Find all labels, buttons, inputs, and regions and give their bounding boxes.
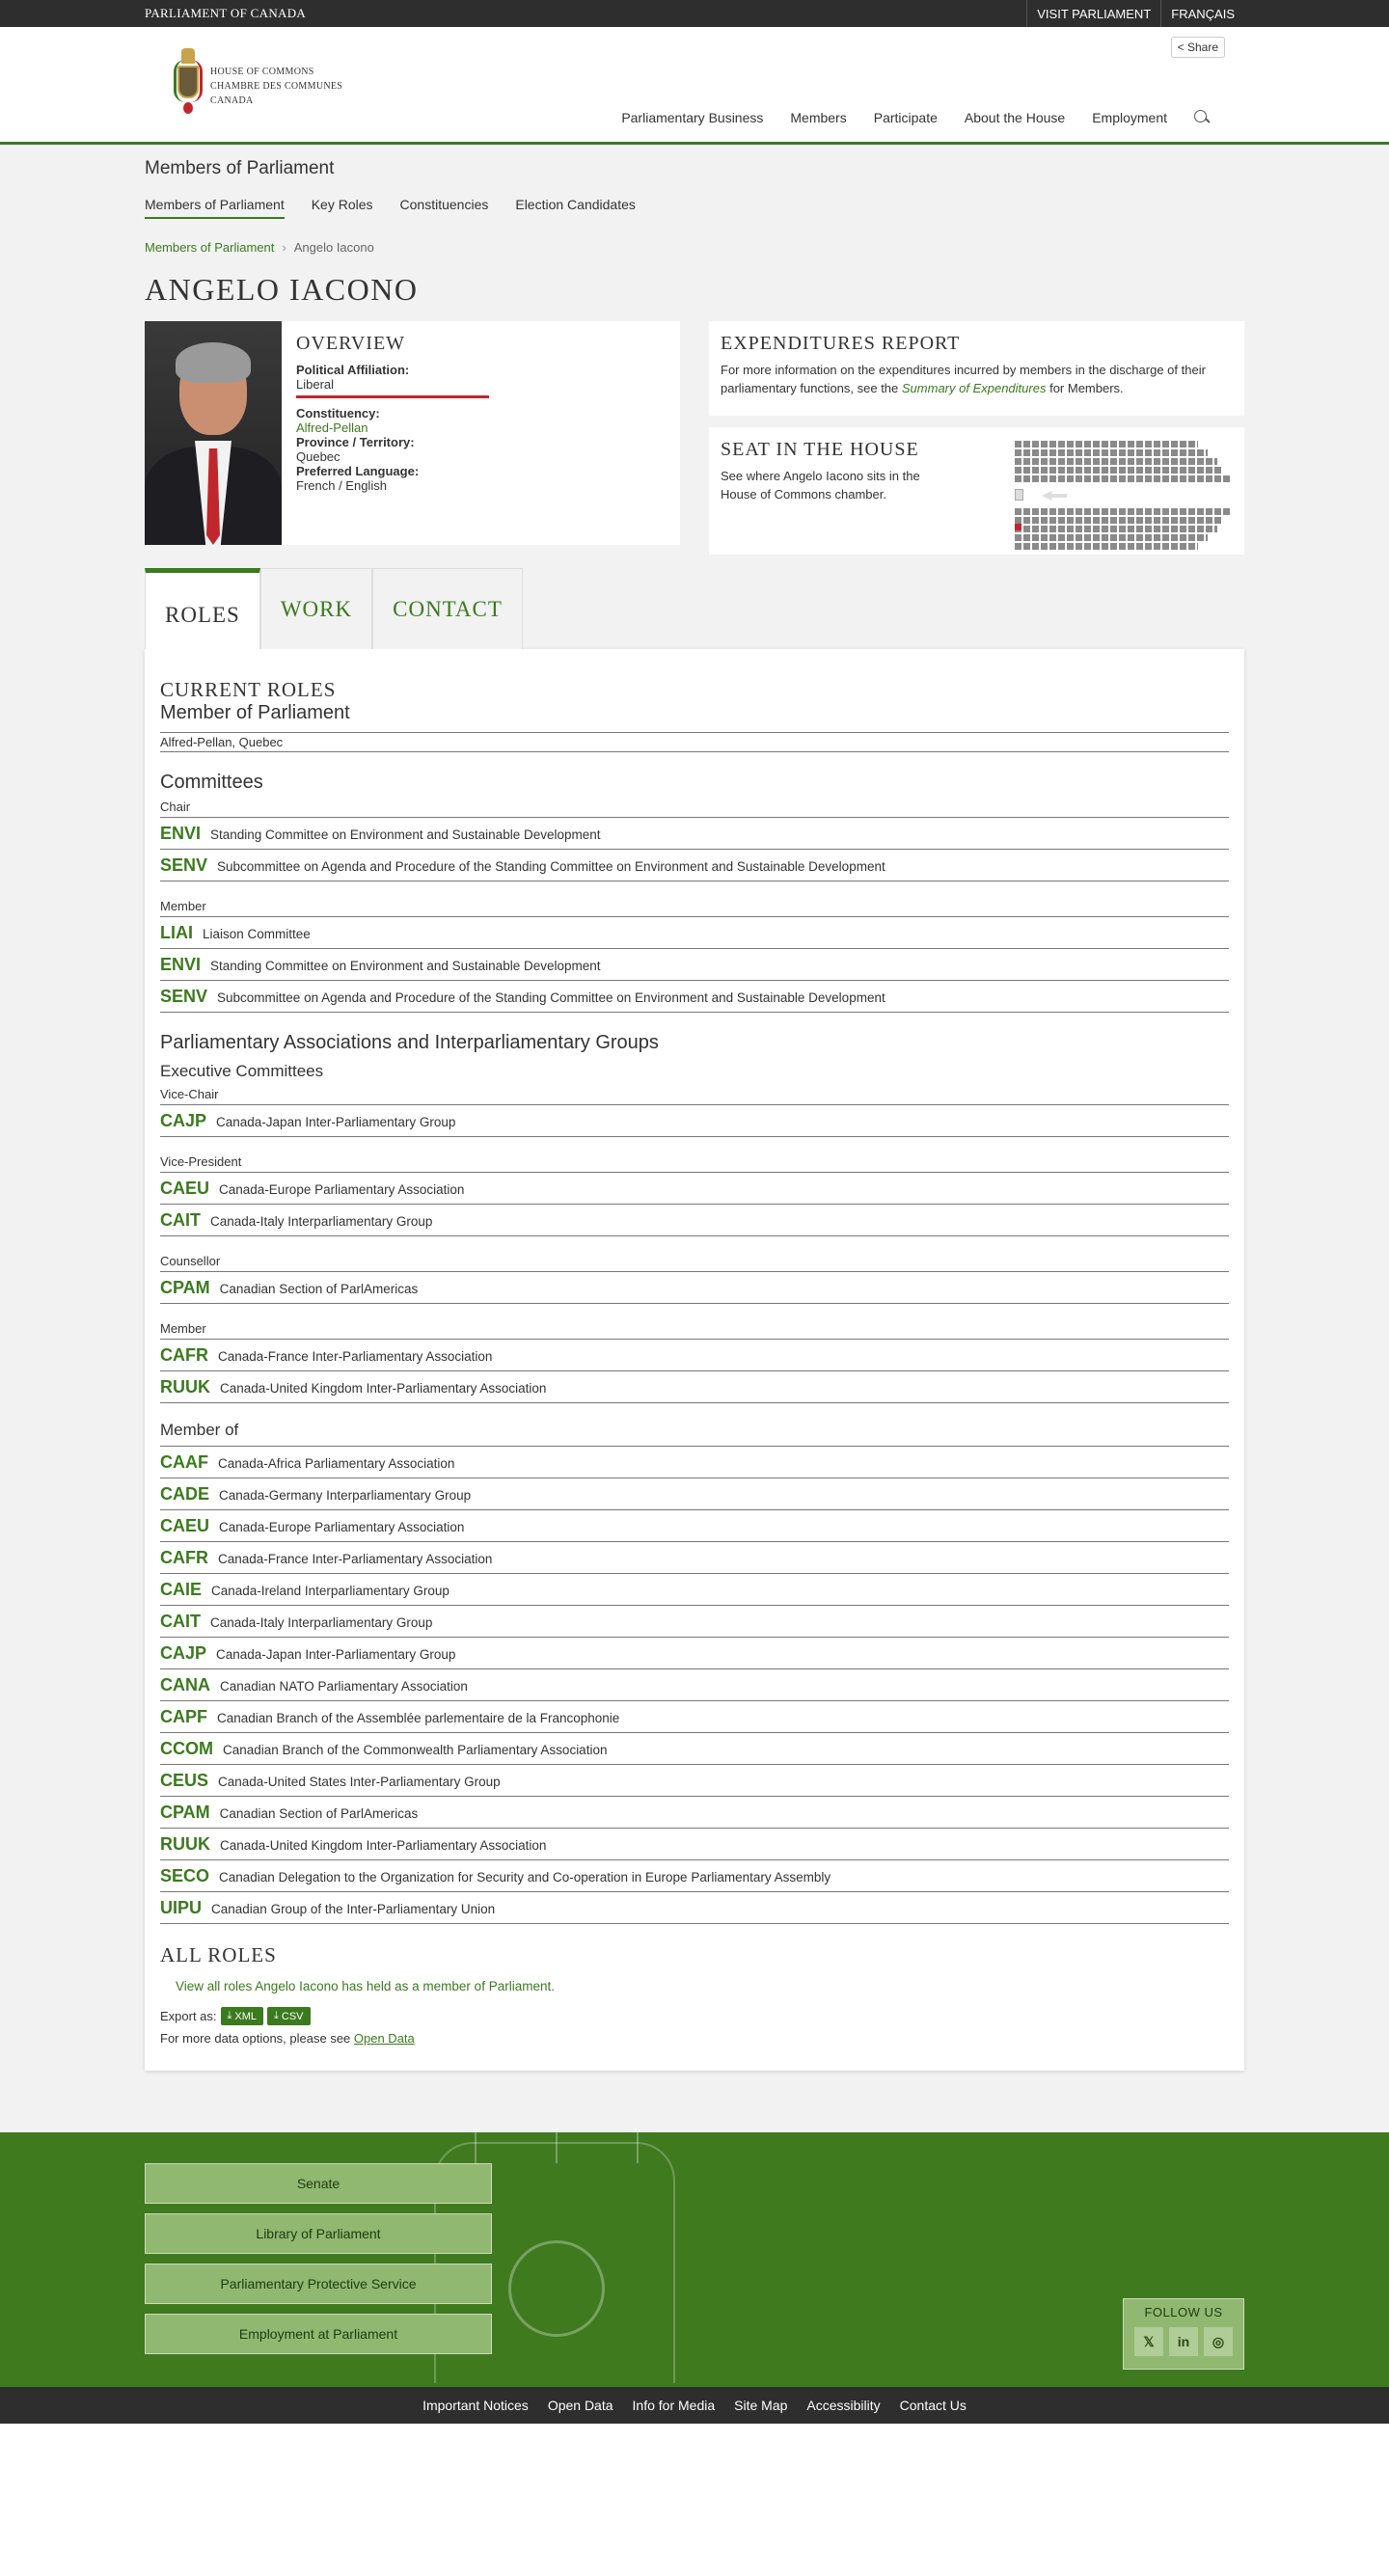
- role-code[interactable]: CAEU: [160, 1516, 210, 1535]
- download-icon: ⤓: [227, 2010, 232, 2021]
- visit-parliament-link[interactable]: VISIT PARLIAMENT: [1026, 0, 1160, 27]
- role-description: Canadian Delegation to the Organization for Security and Co-operation in Europe Parliamentary Assembly: [219, 1870, 831, 1885]
- role-description: Liaison Committee: [203, 927, 311, 941]
- member-seat-marker: [1015, 524, 1021, 530]
- role-description: Canada-United Kingdom Inter-Parliamentary Association: [220, 1381, 547, 1396]
- member-of-list: [160, 1447, 1229, 1924]
- footer-links: [0, 2387, 1389, 2424]
- subtab-key-roles[interactable]: Key Roles: [311, 197, 373, 212]
- role-description: Canada-France Inter-Parliamentary Association: [218, 1349, 493, 1364]
- role-item[interactable]: [160, 981, 1229, 1013]
- role-description: Canada-Germany Interparliamentary Group: [219, 1488, 472, 1503]
- role-item[interactable]: [160, 1892, 1229, 1924]
- mp-title: Member of Parliament: [160, 702, 350, 723]
- download-icon: ⤓: [274, 2010, 279, 2021]
- footer-library-button[interactable]: Library of Parliament: [145, 2213, 492, 2254]
- role-description: Canada-Japan Inter-Parliamentary Group: [216, 1115, 456, 1129]
- role-item[interactable]: [160, 1173, 1229, 1205]
- role-item[interactable]: [160, 1860, 1229, 1892]
- seat-card: [709, 427, 1244, 555]
- role-description: Subcommittee on Agenda and Procedure of the Standing Committee on Environment and Sustainable Development: [217, 859, 885, 874]
- tab-roles[interactable]: ROLES: [145, 568, 260, 649]
- x-icon[interactable]: 𝕏: [1134, 2327, 1163, 2356]
- expenditures-text: For more information on the expenditures incurred by members in the discharge of their parliamentary functions, see the Summary of Expenditures for Members.: [721, 363, 1206, 395]
- mp-riding-row: Alfred-Pellan, Quebec: [160, 733, 1229, 752]
- nav-participate[interactable]: Participate: [873, 110, 938, 125]
- subtab-election-candidates[interactable]: Election Candidates: [515, 197, 636, 212]
- roles-panel: [145, 649, 1244, 2071]
- role-description: Canadian Branch of the Commonwealth Parliamentary Association: [223, 1743, 608, 1757]
- role-item[interactable]: [160, 1701, 1229, 1733]
- role-description: Canada-Africa Parliamentary Association: [218, 1456, 455, 1471]
- footer-link-open-data[interactable]: Open Data: [547, 2398, 613, 2413]
- member-name: ANGELO IACONO: [145, 272, 419, 307]
- logo-text: HOUSE OF COMMONS CHAMBRE DES COMMUNES CANADA: [210, 66, 343, 106]
- role-code[interactable]: CAFR: [160, 1548, 208, 1567]
- role-group-label: Counsellor: [160, 1254, 1229, 1272]
- language-label: Preferred Language:: [296, 464, 420, 478]
- role-code[interactable]: CAIT: [160, 1612, 201, 1631]
- role-item[interactable]: [160, 1205, 1229, 1236]
- role-code[interactable]: RUUK: [160, 1377, 210, 1396]
- role-code[interactable]: UIPU: [160, 1898, 203, 1917]
- subtab-constituencies[interactable]: Constituencies: [399, 197, 489, 212]
- role-item[interactable]: [160, 1510, 1229, 1542]
- open-data-link[interactable]: Open Data: [353, 2031, 415, 2046]
- section-title: Members of Parliament: [145, 158, 335, 178]
- role-description: Canada-Europe Parliamentary Association: [219, 1182, 465, 1197]
- role-item[interactable]: [160, 1606, 1229, 1638]
- role-description: Standing Committee on Environment and Sustainable Development: [210, 827, 601, 842]
- export-label: Export as:: [160, 2009, 217, 2023]
- committees-title: Committees: [160, 772, 263, 793]
- nav-employment[interactable]: Employment: [1092, 110, 1167, 125]
- role-description: Canada-Ireland Interparliamentary Group: [211, 1584, 449, 1598]
- constituency-label: Constituency:: [296, 406, 380, 420]
- role-description: Canada-Japan Inter-Parliamentary Group: [216, 1647, 456, 1662]
- role-code[interactable]: CANA: [160, 1675, 210, 1695]
- role-code[interactable]: RUUK: [160, 1834, 210, 1854]
- role-code[interactable]: CEUS: [160, 1771, 209, 1790]
- role-item[interactable]: [160, 1669, 1229, 1701]
- nav-members[interactable]: Members: [790, 110, 847, 125]
- overview-title: OVERVIEW: [296, 333, 406, 354]
- seat-text: See where Angelo Iacono sits in the House of Commons chamber.: [721, 469, 920, 502]
- province-label: Province / Territory:: [296, 435, 415, 449]
- expenditures-card: [709, 321, 1244, 416]
- role-code[interactable]: CAIT: [160, 1210, 201, 1230]
- role-item[interactable]: [160, 818, 1229, 850]
- constituency-link[interactable]: Alfred-Pellan: [296, 420, 368, 435]
- footer-link-accessibility[interactable]: Accessibility: [806, 2398, 881, 2413]
- role-item[interactable]: [160, 1478, 1229, 1510]
- chevron-right-icon: ›: [282, 240, 286, 255]
- role-group-label: Member: [160, 1321, 1229, 1340]
- role-group-label: Member: [160, 899, 1229, 917]
- party-color-bar: [296, 395, 489, 398]
- role-code[interactable]: SENV: [160, 987, 208, 1006]
- role-item[interactable]: [160, 1733, 1229, 1765]
- role-code[interactable]: CAFR: [160, 1345, 208, 1365]
- role-code[interactable]: CAPF: [160, 1707, 207, 1726]
- associations-title: Parliamentary Associations and Interparliamentary Groups: [160, 1032, 659, 1053]
- francais-link[interactable]: FRANÇAIS: [1160, 0, 1244, 27]
- role-code[interactable]: CPAM: [160, 1803, 210, 1822]
- role-code[interactable]: CAEU: [160, 1179, 210, 1198]
- section-subnav: [0, 145, 1389, 223]
- affiliation-value: Liberal: [296, 377, 335, 392]
- footer-protective-service-button[interactable]: Parliamentary Protective Service: [145, 2264, 492, 2304]
- breadcrumb-current: Angelo Iacono: [293, 240, 374, 255]
- role-code[interactable]: SECO: [160, 1866, 210, 1885]
- footer-link-info-for-media[interactable]: Info for Media: [632, 2398, 716, 2413]
- share-button[interactable]: < Share: [1171, 37, 1225, 58]
- role-description: Canadian Section of ParlAmericas: [219, 1282, 419, 1296]
- nav-parliamentary-business[interactable]: Parliamentary Business: [621, 110, 764, 125]
- role-description: Canada-United Kingdom Inter-Parliamentary Association: [220, 1838, 547, 1853]
- role-item[interactable]: [160, 1574, 1229, 1606]
- role-description: Canada-France Inter-Parliamentary Association: [218, 1552, 493, 1566]
- role-item[interactable]: [160, 1542, 1229, 1574]
- footer-employment-button[interactable]: Employment at Parliament: [145, 2314, 492, 2354]
- role-group-label: Vice-President: [160, 1154, 1229, 1173]
- instagram-icon[interactable]: ◎: [1204, 2327, 1233, 2356]
- profile-tabs: [145, 568, 1244, 649]
- summary-of-expenditures-link[interactable]: Summary of Expenditures: [901, 381, 1047, 395]
- share-icon: <: [1177, 41, 1185, 54]
- role-description: Canadian NATO Parliamentary Association: [220, 1679, 468, 1694]
- tab-work[interactable]: WORK: [260, 568, 372, 649]
- role-item[interactable]: [160, 949, 1229, 981]
- role-description: Canada-Italy Interparliamentary Group: [210, 1214, 433, 1229]
- footer-link-important-notices[interactable]: Important Notices: [422, 2398, 529, 2413]
- footer: [0, 2132, 1389, 2387]
- role-description: Canadian Group of the Inter-Parliamentary Union: [211, 1902, 496, 1916]
- top-bar: [0, 0, 1389, 27]
- role-item[interactable]: [160, 1638, 1229, 1669]
- role-item[interactable]: [160, 917, 1229, 949]
- role-code[interactable]: CAJP: [160, 1643, 207, 1663]
- role-item[interactable]: [160, 1797, 1229, 1829]
- linkedin-icon[interactable]: in: [1169, 2327, 1198, 2356]
- role-description: Canada-Italy Interparliamentary Group: [210, 1615, 433, 1630]
- main-content: [0, 223, 1389, 2132]
- search-icon[interactable]: [1194, 110, 1210, 125]
- speaker-chair-icon: [1015, 489, 1023, 501]
- nav-about-the-house[interactable]: About the House: [964, 110, 1066, 125]
- role-item[interactable]: [160, 1272, 1229, 1304]
- role-description: Canadian Section of ParlAmericas: [219, 1806, 419, 1821]
- member-of-title: Member of: [160, 1421, 1229, 1447]
- executive-groups: [160, 1087, 1229, 1403]
- role-code[interactable]: CAIE: [160, 1580, 203, 1599]
- follow-us-label: FOLLOW US: [1144, 2305, 1223, 2319]
- role-description: Standing Committee on Environment and Sustainable Development: [210, 959, 601, 973]
- breadcrumb-members-link[interactable]: Members of Parliament: [145, 240, 275, 255]
- role-code[interactable]: ENVI: [160, 824, 202, 843]
- site-title[interactable]: PARLIAMENT OF CANADA: [145, 6, 307, 20]
- role-code[interactable]: CAAF: [160, 1452, 208, 1472]
- role-item[interactable]: [160, 1105, 1229, 1137]
- breadcrumb: [145, 223, 1244, 255]
- affiliation-label: Political Affiliation:: [296, 363, 410, 377]
- role-item[interactable]: [160, 1447, 1229, 1478]
- role-description: Canadian Branch of the Assemblée parlementaire de la Francophonie: [217, 1711, 620, 1725]
- role-item[interactable]: [160, 1371, 1229, 1403]
- seating-chart[interactable]: [1015, 441, 1233, 551]
- tab-contact[interactable]: CONTACT: [372, 568, 523, 649]
- role-code[interactable]: CPAM: [160, 1278, 210, 1297]
- export-csv-button[interactable]: ⤓ CSV: [267, 2007, 311, 2025]
- current-roles-title: CURRENT ROLES: [160, 678, 337, 701]
- role-code[interactable]: CAJP: [160, 1111, 207, 1130]
- house-of-commons-logo[interactable]: [174, 42, 342, 129]
- role-item[interactable]: [160, 850, 1229, 881]
- export-row: [160, 2007, 1229, 2025]
- role-description: Subcommittee on Agenda and Procedure of the Standing Committee on Environment and Sustainable Development: [217, 990, 885, 1005]
- role-code[interactable]: SENV: [160, 855, 208, 875]
- committee-groups: [160, 800, 1229, 1013]
- all-roles-title: ALL ROLES: [160, 1943, 277, 1966]
- role-group-label: Vice-Chair: [160, 1087, 1229, 1105]
- subtab-members-of-parliament[interactable]: Members of Parliament: [145, 197, 285, 219]
- main-nav: [621, 110, 1210, 125]
- header: [0, 27, 1389, 145]
- province-value: Quebec: [296, 449, 340, 464]
- role-code[interactable]: CADE: [160, 1484, 210, 1504]
- expenditures-title: EXPENDITURES REPORT: [721, 333, 961, 354]
- export-xml-button[interactable]: ⤓ XML: [221, 2007, 264, 2025]
- role-code[interactable]: CCOM: [160, 1739, 213, 1758]
- role-item[interactable]: [160, 1765, 1229, 1797]
- role-item[interactable]: [160, 1829, 1229, 1860]
- crest-icon: [174, 42, 203, 129]
- role-description: Canada-Europe Parliamentary Association: [219, 1520, 465, 1534]
- member-photo: [145, 321, 282, 545]
- arrow-icon: [1042, 491, 1067, 501]
- all-roles-link[interactable]: View all roles Angelo Iacono has held as a member of Parliament.: [176, 1979, 555, 1993]
- language-value: French / English: [296, 478, 387, 493]
- footer-link-site-map[interactable]: Site Map: [734, 2398, 788, 2413]
- follow-us-box: [1123, 2298, 1244, 2370]
- seat-title: SEAT IN THE HOUSE: [721, 439, 919, 460]
- role-item[interactable]: [160, 1340, 1229, 1371]
- more-data-text: For more data options, please see Open Data: [160, 2031, 415, 2046]
- role-code[interactable]: ENVI: [160, 955, 202, 974]
- footer-senate-button[interactable]: Senate: [145, 2163, 492, 2204]
- footer-link-contact-us[interactable]: Contact Us: [899, 2398, 967, 2413]
- role-group-label: Chair: [160, 800, 1229, 818]
- role-code[interactable]: LIAI: [160, 923, 193, 942]
- overview-card: [145, 321, 680, 545]
- executive-committees-title: Executive Committees: [160, 1062, 324, 1080]
- role-description: Canada-United States Inter-Parliamentary Group: [218, 1775, 501, 1789]
